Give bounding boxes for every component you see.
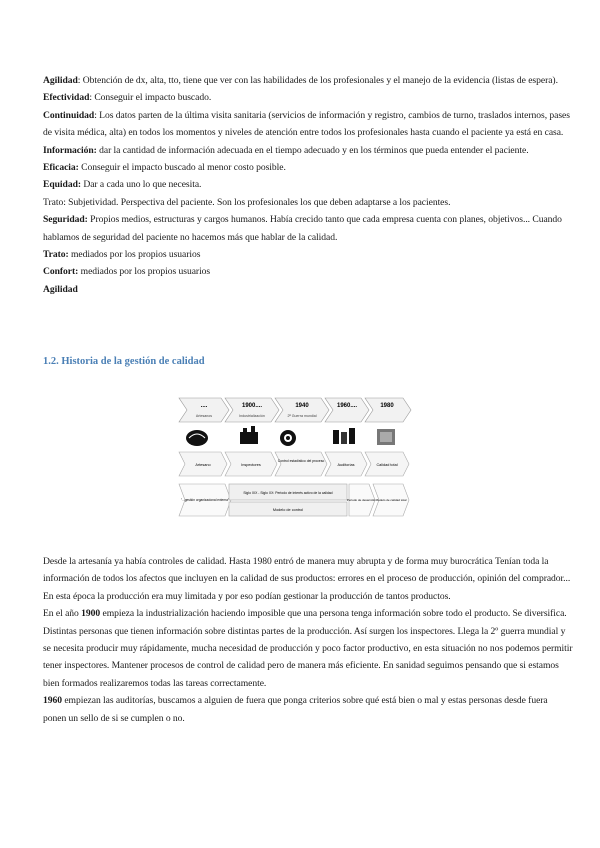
definition-item [43, 159, 573, 176]
definition-item [43, 89, 573, 106]
definition-item [43, 281, 573, 298]
stage-label: Auditorías [337, 463, 355, 467]
definition-text: : Conseguir el impacto buscado. [89, 92, 212, 104]
definition-item [43, 72, 573, 89]
body-paragraph [43, 692, 573, 727]
definition-text: Propios medios, estructuras y cargos humanos. Había crecido tanto que cada empresa cuenta con planes, objetivos... Cuando hablamos de seguridad del paciente no hacemos más que hablar de la calidad. [43, 214, 562, 243]
section-heading: 1.2. Historia de la gestión de calidad [43, 356, 205, 367]
period-label: 1940 [295, 403, 309, 409]
inspector-icon [240, 426, 258, 444]
paragraph-text: empiezan las auditorías, buscamos a alguien de fuera que ponga criterios sobre qué está bien o mal y estas personas desde fuera ponen un sello de si se cumplen o no. [43, 695, 548, 724]
definition-text: dar la cantidad de información adecuada en el tiempo adecuado y en los términos que pueda entender el paciente. [96, 144, 529, 156]
definition-text: Trato: Subjetividad. Perspectiva del paciente. Son los profesionales los que deben adaptarse a los pacientes. [43, 196, 451, 208]
bottom-label: Periodo de desarrollo [346, 498, 376, 502]
statistical-control-icon [280, 430, 296, 446]
period-chevrons [179, 398, 411, 422]
definition-term: Información: [43, 144, 97, 156]
paragraph-text: Desde la artesanía ya había controles de calidad. Hasta 1980 entró de manera muy abrupta y de forma muy burocrática Tenían toda la información de todos los afectos que incluyen en la calidad de sus productos: errores en el proceso de producción, opinión del comprador... En esta época la producción era muy limitada y por eso podían gestionar la producción de tantos productos. [43, 556, 571, 602]
stage-label: Inspectores [241, 463, 261, 467]
definition-term: Efectividad [43, 92, 90, 104]
bottom-label: "...gestión organizacional externa" [180, 498, 230, 502]
quality-timeline-diagram [175, 392, 415, 532]
bottom-label: Modelo de control [272, 508, 304, 512]
quality-history-figure [175, 392, 415, 532]
definition-item [43, 211, 573, 246]
definition-item [43, 246, 573, 263]
period-note: Industrialización [239, 414, 265, 418]
paragraph-year: 1900 [81, 608, 101, 620]
definition-term: Trato: [43, 249, 69, 261]
definition-text: mediados por los propios usuarios [78, 266, 211, 278]
paragraph-text: En el año [43, 608, 82, 620]
definition-text: : Obtención de dx, alta, tto, tiene que ver con las habilidades de los profesionales y el manejo de la evidencia (listas de espera). [77, 75, 558, 86]
paragraph-lead: 1960 [43, 695, 62, 707]
period-note: Artesanos [195, 414, 213, 418]
history-paragraphs [43, 553, 573, 727]
body-paragraph [43, 605, 573, 692]
definition-text: : Los datos parten de la última visita sanitaria (servicios de información y registro, cambios de turno, traslados internos, pases de visita médica, alta) en todos los momentos y niveles de atención entre todos los profesionales hasta cuando el paciente ya está en casa. [43, 109, 570, 139]
period-note: 2ª Guerra mundial [287, 414, 317, 418]
definition-item [43, 107, 573, 142]
paragraph-text: empieza la industrialización haciendo imposible que una persona tenga información sobre todo el producto. Se diversifica. Distintas personas que tienen información sobre distintas partes de la producción. Así surgen los inspectores. Llega la 2º guerra mundial y se necesita producir muy rápidamente, mucha necesidad de producción y poco factor productivo, en esta situación no nos podemos permitir tener inspectores. Mantener procesos de control de calidad pero de manera más eficiente. En sanidad seguimos pensando que si estamos bien formados realizaremos todas las tareas correctamente. [43, 608, 573, 689]
definition-term: Eficacia: [43, 162, 79, 174]
body-paragraph [43, 553, 573, 605]
stage-label: Artesano [195, 463, 211, 467]
period-label: .... [200, 403, 208, 409]
definition-term: Agilidad [43, 75, 78, 86]
definition-term: Equidad: [43, 179, 81, 191]
definition-text: mediados por los propios usuarios [68, 249, 201, 261]
definition-text: Dar a cada uno lo que necesita. [81, 179, 202, 191]
stage-label: Calidad total [376, 463, 398, 467]
stage-icons [186, 426, 395, 446]
artisan-icon [186, 430, 208, 446]
period-label: 1960.... [336, 403, 358, 409]
stage-label: Control estadístico del proceso [277, 459, 325, 463]
definition-item [43, 142, 573, 159]
definitions-list [43, 72, 573, 298]
stage-chevrons [179, 452, 409, 476]
audit-icon [333, 428, 355, 444]
bottom-label: Modelo de calidad total [375, 498, 407, 502]
definition-term: Continuidad [43, 109, 95, 121]
definition-item [43, 263, 573, 280]
definition-item [43, 194, 573, 211]
bottom-label: Siglo XIX - Siglo XX: Periodo de interés activo de la calidad [243, 491, 333, 495]
period-label: 1900.... [241, 403, 263, 409]
definition-term: Seguridad: [43, 214, 88, 226]
total-quality-icon [377, 429, 395, 445]
definition-term: Confort: [43, 266, 79, 278]
definition-term: Agilidad [43, 283, 78, 295]
definition-text: Conseguir el impacto buscado al menor costo posible. [78, 162, 286, 174]
period-label: 1980 [380, 403, 394, 409]
definition-item [43, 176, 573, 193]
